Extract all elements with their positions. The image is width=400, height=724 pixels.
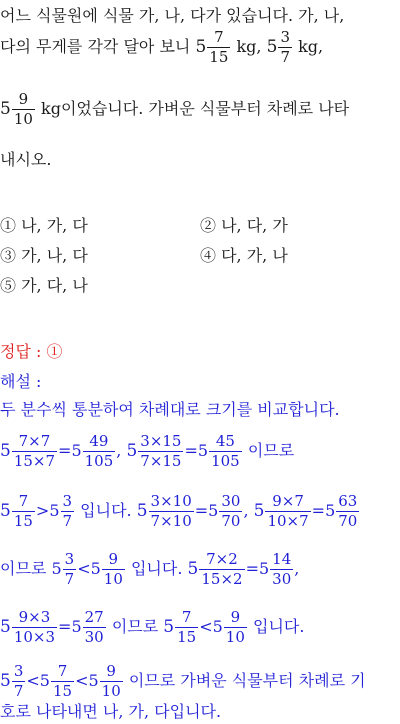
e2-den-6: 70 (338, 512, 358, 530)
e5-whole: 5 (0, 671, 11, 691)
option-5[interactable]: ⑤ 가, 다, 나 (0, 276, 88, 295)
e1-den-4: 105 (211, 452, 240, 470)
e2-frac-5 (265, 494, 310, 529)
e5-tail: 이므로 가벼운 식물부터 차례로 기 (128, 671, 366, 690)
e3-head: 이므로 5 (0, 559, 62, 578)
e2-num-1: 7 (12, 494, 35, 512)
e2-frac-2 (61, 494, 75, 529)
e2-eq-3: =5 (311, 501, 336, 520)
option-4[interactable]: ④ 다, 가, 나 (200, 246, 288, 265)
e1-eq: =5 (58, 441, 82, 460)
e3-frac-3 (199, 552, 244, 587)
e5-den-3: 10 (101, 682, 121, 700)
question-line-2 (0, 30, 323, 65)
e3-frac-4 (270, 552, 293, 587)
e5-frac-2 (51, 664, 74, 699)
weight-2-fraction (278, 30, 292, 65)
e2-num-5: 9×7 (265, 494, 310, 512)
e1-eq-2: =5 (184, 441, 209, 460)
solution-equation-1 (0, 434, 294, 469)
e2-whole-3: 5 (253, 501, 265, 521)
e3-den-1: 7 (64, 570, 75, 588)
e2-num-3: 3×10 (150, 492, 192, 510)
e2-whole-2: 5 (136, 501, 148, 521)
option-3[interactable]: ③ 가, 나, 다 (0, 246, 88, 265)
weight-1-unit: kg, (236, 37, 262, 56)
e2-den-2: 7 (62, 512, 73, 530)
e4-num-3: 7 (175, 610, 198, 628)
e4-tail: 입니다. (252, 617, 305, 636)
e5-num-2: 7 (51, 664, 74, 682)
e4-num-4: 9 (224, 610, 247, 628)
weight-1-denominator: 15 (209, 48, 229, 66)
e3-den-4: 30 (272, 570, 292, 588)
e4-frac-3 (175, 610, 198, 645)
weight-3-numerator: 9 (12, 92, 35, 110)
e4-den-4: 10 (225, 628, 245, 646)
e2-num-2: 3 (62, 492, 73, 510)
e4-frac-1 (12, 610, 57, 645)
e1-num-4: 45 (209, 434, 242, 452)
weight-3-denominator: 10 (13, 110, 33, 128)
solution-last-line: 호로 나타내면 나, 가, 다입니다. (0, 702, 222, 721)
weight-2-unit: kg, (298, 37, 324, 56)
e2-den-3: 7×10 (150, 512, 192, 530)
e4-den-3: 15 (177, 628, 197, 646)
e2-num-4: 30 (221, 492, 241, 510)
e1-whole: 5 (0, 441, 11, 461)
e2-whole: 5 (0, 501, 11, 521)
e1-den-2: 105 (84, 452, 114, 470)
e2-frac-1 (12, 494, 35, 529)
question-line-3 (0, 92, 349, 127)
e4-frac-4 (224, 610, 247, 645)
e1-frac-2 (83, 434, 116, 469)
e1-num-2: 49 (83, 434, 116, 452)
e2-frac-4 (219, 494, 242, 529)
e5-frac-1 (12, 664, 26, 699)
e4-whole-2: 5 (163, 617, 175, 637)
e1-num-3: 3×15 (140, 432, 182, 450)
e2-frac-3 (149, 494, 194, 529)
e1-frac-3 (138, 434, 183, 469)
weight-2-whole: 5 (266, 37, 278, 57)
e1-frac-4 (209, 434, 242, 469)
e5-frac-3 (100, 664, 123, 699)
e2-num-6: 63 (338, 492, 358, 510)
weight-2-numerator: 3 (280, 28, 290, 46)
question-line-3-rest: kg이었습니다. 가벼운 식물부터 차례로 나타 (41, 99, 350, 118)
weight-1-numerator: 7 (207, 30, 230, 48)
e3-sep: , (294, 559, 300, 578)
e1-sep: , (116, 441, 122, 460)
e1-den-1: 15×7 (13, 452, 56, 470)
e3-num-3: 7×2 (199, 552, 244, 570)
solution-equation-5 (0, 664, 366, 699)
question-line-4: 내시오. (0, 150, 52, 169)
question-line-1: 어느 식물원에 식물 가, 나, 다가 있습니다. 가, 나, (0, 6, 345, 25)
weight-3-fraction (12, 92, 35, 127)
answer-text: 정답 : ① (0, 342, 63, 361)
e3-frac-1 (63, 552, 77, 587)
e3-cmp: <5 (77, 559, 101, 578)
e3-num-1: 3 (64, 550, 75, 568)
e3-whole-2: 5 (187, 559, 199, 579)
e5-cmp-2: <5 (75, 671, 99, 690)
e4-num-1: 9×3 (12, 610, 57, 628)
option-1[interactable]: ① 나, 가, 다 (0, 216, 88, 235)
weight-2-denominator: 7 (280, 48, 290, 66)
e4-eq: =5 (58, 617, 82, 636)
solution-heading: 해설 : (0, 372, 42, 391)
e4-cmp: <5 (199, 617, 223, 636)
weight-3-whole: 5 (0, 99, 11, 119)
e1-num-1: 7×7 (12, 434, 57, 452)
e4-den-1: 10×3 (13, 628, 56, 646)
e5-den-1: 7 (13, 682, 24, 700)
e2-den-5: 10×7 (267, 512, 309, 530)
e1-den-3: 7×15 (140, 452, 182, 470)
e2-frac-6 (336, 494, 359, 529)
weight-1-whole: 5 (195, 37, 207, 57)
e1-frac-1 (12, 434, 57, 469)
e3-num-4: 14 (272, 550, 292, 568)
e2-eq-2: =5 (194, 501, 219, 520)
e1-tail: 이므로 (247, 441, 295, 460)
e3-num-2: 9 (102, 552, 125, 570)
e2-mid: 입니다. (80, 501, 132, 520)
weight-1-fraction (207, 30, 230, 65)
e4-whole: 5 (0, 617, 11, 637)
e4-num-2: 27 (84, 608, 104, 626)
option-2[interactable]: ② 나, 다, 가 (200, 216, 288, 235)
e3-eq-2: =5 (245, 559, 270, 578)
e4-frac-2 (83, 610, 106, 645)
e3-den-2: 10 (103, 570, 123, 588)
e3-mid: 입니다. (130, 559, 183, 578)
e2-sep: , (243, 501, 249, 520)
solution-intro: 두 분수씩 통분하여 차례대로 크기를 비교합니다. (0, 400, 340, 419)
solution-equation-3 (0, 552, 299, 587)
solution-equation-2 (0, 494, 360, 529)
e5-num-3: 9 (100, 664, 123, 682)
e2-den-4: 70 (221, 512, 241, 530)
e4-mid: 이므로 (111, 617, 159, 636)
e3-frac-2 (102, 552, 125, 587)
e5-num-1: 3 (13, 662, 24, 680)
e1-whole-2: 5 (126, 441, 138, 461)
e2-cmp: >5 (35, 501, 60, 520)
question-line-2-text: 다의 무게를 각각 달아 보니 (0, 37, 191, 56)
e4-den-2: 30 (84, 628, 104, 646)
answer-label (0, 342, 62, 362)
e2-den-1: 15 (13, 512, 33, 530)
e3-den-3: 15×2 (201, 570, 243, 588)
e5-den-2: 15 (52, 682, 73, 700)
solution-equation-4 (0, 610, 304, 645)
e5-cmp-1: <5 (26, 671, 50, 690)
